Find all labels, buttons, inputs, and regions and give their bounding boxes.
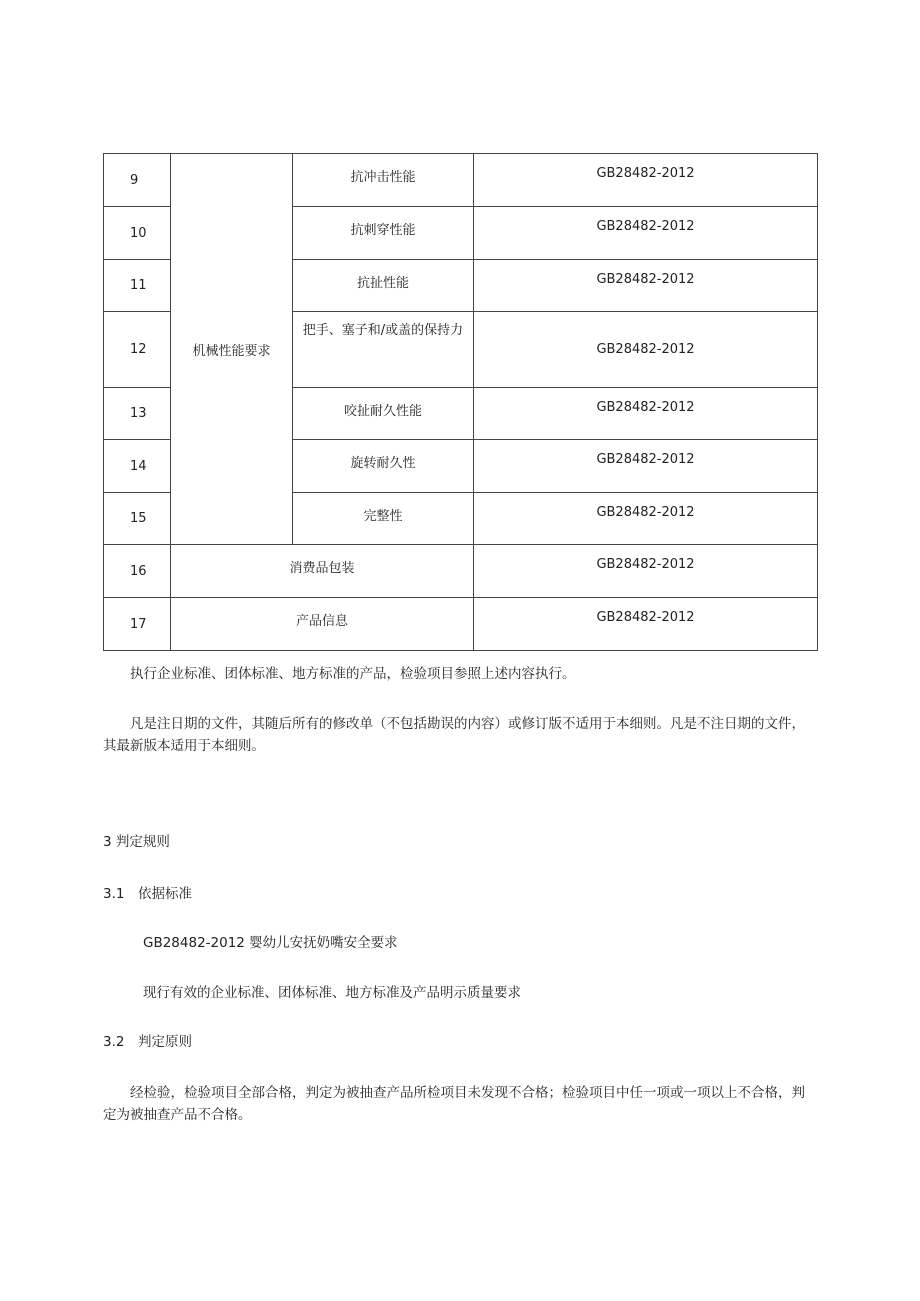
standard-code: GB28482-2012 <box>474 260 818 312</box>
item-name: 咬扯耐久性能 <box>293 388 474 440</box>
row-number: 10 <box>104 207 171 260</box>
standard-code: GB28482-2012 <box>474 440 818 493</box>
item-name: 把手、塞子和/或盖的保持力 <box>293 312 474 388</box>
judgement-principle-paragraph: 经检验，检验项目全部合格，判定为被抽查产品所检项目未发现不合格；检验项目中任一项或一项以上不合格，判定为被抽查产品不合格。 <box>103 1085 805 1123</box>
note-paragraph-1: 执行企业标准、团体标准、地方标准的产品，检验项目参照上述内容执行。 <box>130 666 576 682</box>
group-label: 机械性能要求 <box>171 154 293 545</box>
standard-code: GB28482-2012 <box>474 154 818 207</box>
row-number: 13 <box>104 388 171 440</box>
row-number: 11 <box>104 260 171 312</box>
section-3-1-number: 3.1 <box>103 886 125 902</box>
row-number: 14 <box>104 440 171 493</box>
inspection-items-table <box>103 153 818 651</box>
standard-code: GB28482-2012 <box>474 545 818 598</box>
standard-code: GB28482-2012 <box>474 312 818 388</box>
item-name: 抗刺穿性能 <box>293 207 474 260</box>
standard-code: GB28482-2012 <box>474 388 818 440</box>
standard-line-1: GB28482-2012 婴幼儿安抚奶嘴安全要求 <box>143 935 398 951</box>
item-name: 抗冲击性能 <box>293 154 474 207</box>
table-row <box>104 545 818 598</box>
section-3-heading: 3 判定规则 <box>103 834 170 850</box>
section-3-2-number: 3.2 <box>103 1034 125 1050</box>
item-name: 消费品包装 <box>171 545 474 598</box>
row-number: 17 <box>104 598 171 651</box>
standard-code: GB28482-2012 <box>474 207 818 260</box>
item-name: 旋转耐久性 <box>293 440 474 493</box>
table-row <box>104 154 818 207</box>
item-name: 抗扯性能 <box>293 260 474 312</box>
standard-code: GB28482-2012 <box>474 598 818 651</box>
table-row <box>104 598 818 651</box>
standard-code: GB28482-2012 <box>474 493 818 545</box>
row-number: 12 <box>104 312 171 388</box>
item-name: 产品信息 <box>171 598 474 651</box>
section-3-1-title: 依据标准 <box>138 886 192 902</box>
item-name: 完整性 <box>293 493 474 545</box>
row-number: 15 <box>104 493 171 545</box>
standard-line-2: 现行有效的企业标准、团体标准、地方标准及产品明示质量要求 <box>143 985 521 1001</box>
note-paragraph-2: 凡是注日期的文件，其随后所有的修改单（不包括勘误的内容）或修订版不适用于本细则。凡是不注日期的文件，其最新版本适用于本细则。 <box>103 716 805 754</box>
section-3-2-title: 判定原则 <box>138 1034 192 1050</box>
row-number: 16 <box>104 545 171 598</box>
row-number: 9 <box>104 154 171 207</box>
